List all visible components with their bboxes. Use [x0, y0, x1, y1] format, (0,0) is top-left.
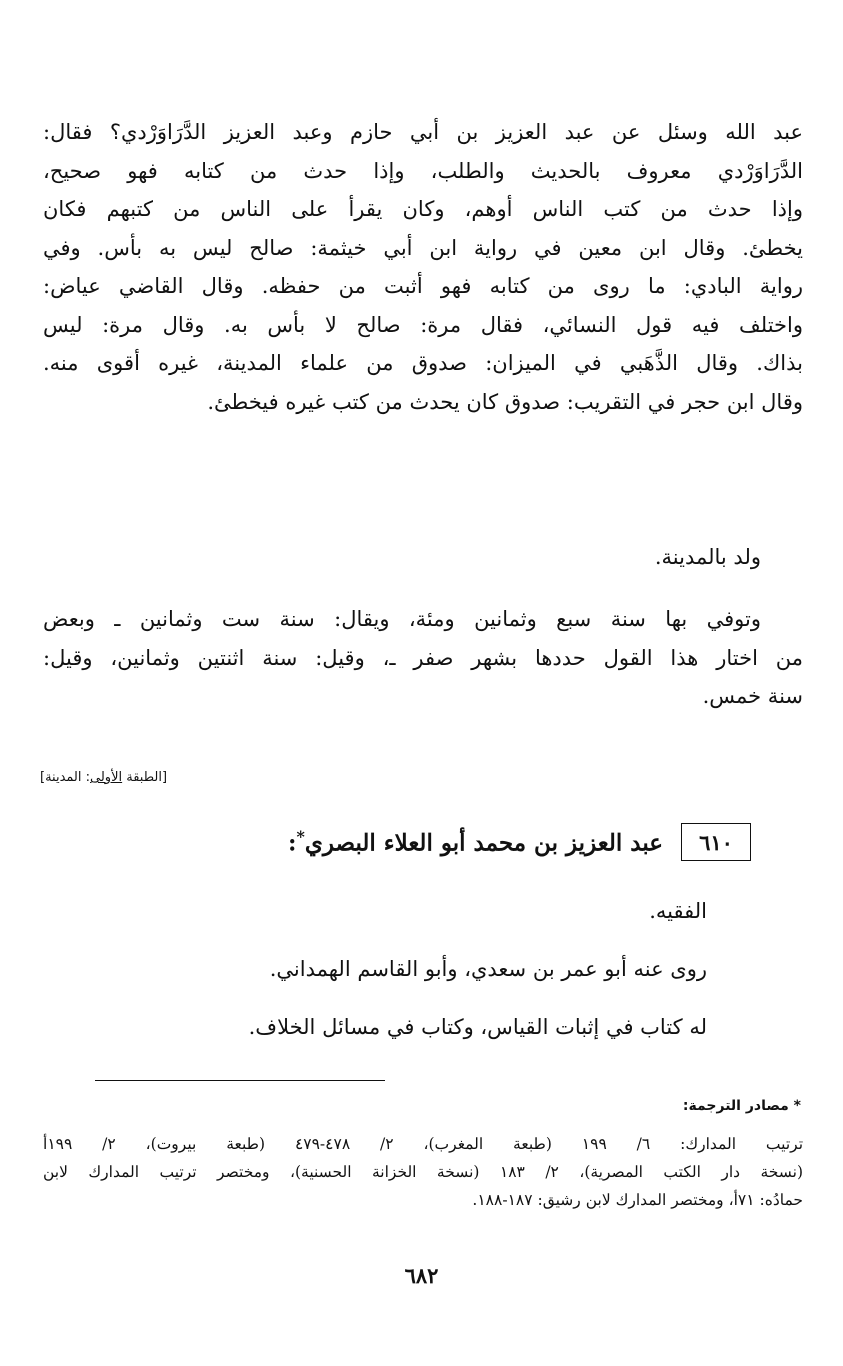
footnotes [43, 1130, 803, 1214]
section-marker-open: [الطبقة [122, 770, 168, 785]
text-line: من اختار هذا القول حددها بشهر صفر ـ، وقيل: سنة اثنتين وثمانين، وقيل: [43, 645, 803, 670]
footnote-line: حمادُه: ٧١أ، ومختصر المدارك لابن رشيق: ١٨٧-١٨٨. [472, 1191, 803, 1209]
section-marker-rest: : المدينة] [40, 770, 91, 785]
footnote-line: ترتيب المدارك: ٦/ ١٩٩ (طبعة المغرب)، ٢/ ٤٧٨-٤٧٩ (طبعة بيروت)، ٢/ ١٩٩أ [43, 1135, 804, 1153]
footnote-marker: * [296, 827, 305, 847]
page-number: ٦٨٢ [404, 1263, 439, 1288]
entry-number-box: ٦١٠ [681, 823, 751, 861]
text-line: وإذا حدث من كتب الناس أوهم، وكان يقرأ على الناس من كتبهم فكان [43, 197, 803, 221]
section-marker-underlined: الأولى [90, 770, 123, 785]
entry-body [249, 882, 707, 1056]
text-line: سنة خمس. [702, 684, 803, 708]
text-line: يخطئ. وقال ابن معين في رواية ابن أبي خيثمة: صالح ليس به بأس. وفي [43, 235, 803, 260]
entry-line: روى عنه أبو عمر بن سعدي، وأبو القاسم الهمداني. [269, 957, 707, 981]
entry-heading [288, 823, 751, 861]
birth-paragraph [43, 538, 803, 577]
entry-title-colon: : [287, 829, 297, 857]
text-line: بذاك. وقال الذَّهَبي في الميزان: صدوق من علماء المدينة، غيره أقوى منه. [43, 351, 803, 375]
text-line: الدَّرَاوَرْدي معروف بالحديث والطلب، وإذا حدث من كتابه فهو صحيح، [43, 158, 803, 183]
text-line: واختلف فيه قول النسائي، فقال مرة: صالح لا بأس به. وقال مرة: ليس [43, 312, 803, 337]
entry-title-text: عبد العزيز بن محمد أبو العلاء البصري [304, 829, 663, 857]
entry-line: الفقيه. [649, 899, 707, 923]
entry-title [288, 827, 663, 857]
text-line: عبد الله وسئل عن عبد العزيز بن أبي حازم وعبد العزيز الدَّرَاوَرْدي؟ فقال: [43, 120, 803, 144]
entry-line: له كتاب في إثبات القياس، وكتاب في مسائل الخلاف. [248, 1015, 707, 1039]
footnote-line: (نسخة دار الكتب المصرية)، ٢/ ١٨٣ (نسخة الخزانة الحسنية)، ومختصر ترتيب المدارك لابن [43, 1163, 803, 1181]
biography-paragraph [43, 113, 803, 421]
section-marker [40, 770, 167, 785]
footnote-heading: * مصادر الترجمة: [682, 1098, 801, 1114]
text-line: رواية البادي: ما روى من كتابه فهو أثبت من حفظه. وقال القاضي عياض: [43, 274, 803, 298]
footnote-divider [95, 1080, 385, 1081]
text-line: وقال ابن حجر في التقريب: صدوق كان يحدث من كتب غيره فيخطئ. [207, 389, 803, 414]
text-line: وتوفي بها سنة سبع وثمانين ومئة، ويقال: سنة ست وثمانين ـ وبعض [43, 607, 761, 631]
death-paragraph [43, 600, 803, 716]
text-line: ولد بالمدينة. [654, 545, 761, 569]
